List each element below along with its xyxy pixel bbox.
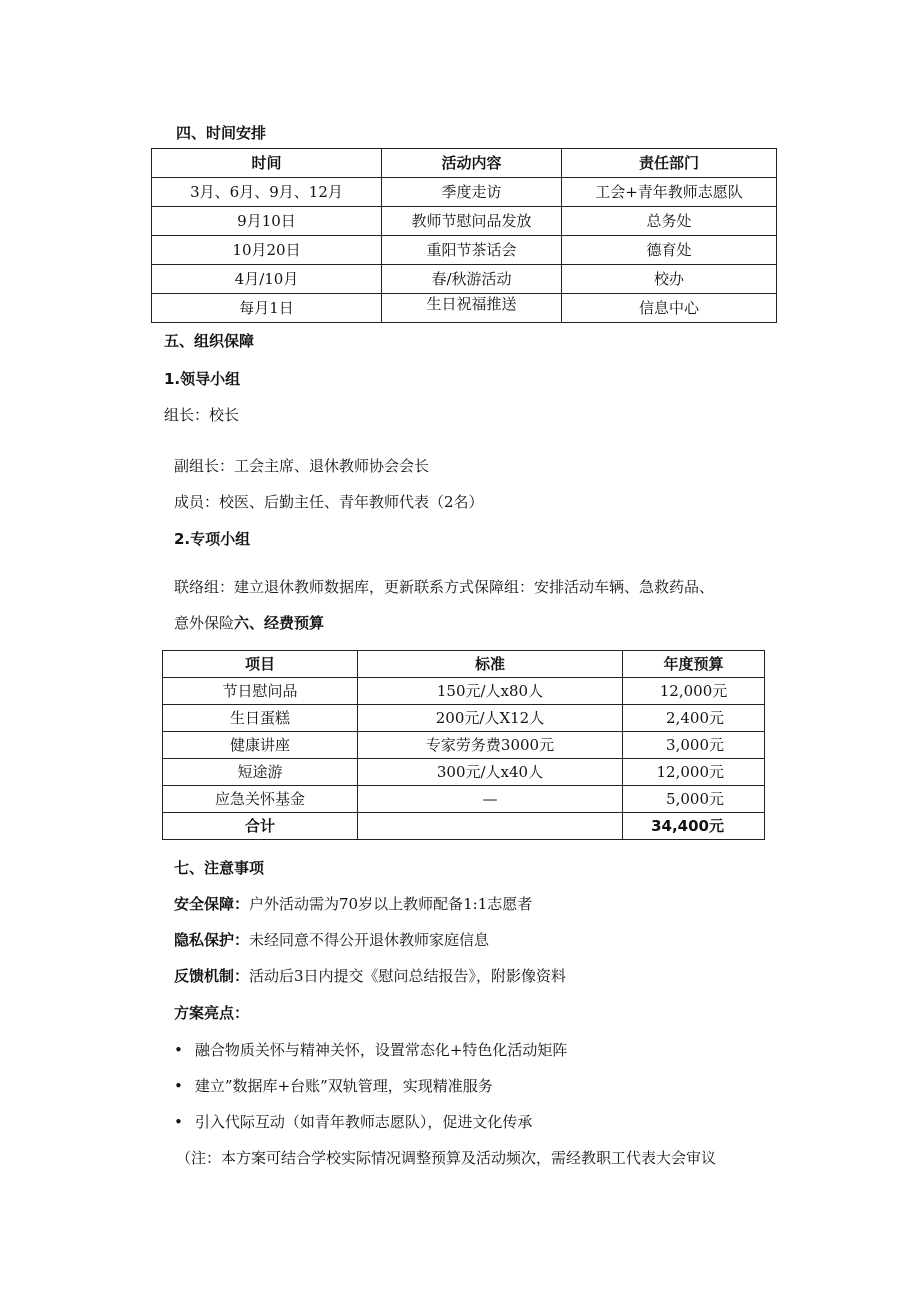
table-cell — [358, 813, 623, 840]
table-cell: 300元/人x40人 — [358, 759, 623, 786]
table-cell: 节日慰问品 — [163, 678, 358, 705]
table-cell: 春/秋游活动 — [382, 265, 562, 294]
table-cell: 生日蛋糕 — [163, 705, 358, 732]
column-header: 活动内容 — [382, 149, 562, 178]
table-cell: 教师节慰问品发放 — [382, 207, 562, 236]
table-row — [152, 236, 777, 265]
note-text: 未经同意不得公开退休教师家庭信息 — [249, 931, 490, 949]
table-cell: 12,000元 — [623, 759, 765, 786]
table-cell: 3,000元 — [623, 732, 765, 759]
note-text: 活动后3日内提交《慰问总结报告》，附影像资料 — [249, 967, 567, 985]
members-line: 成员：校医、后勤主任、青年教师代表（2名） — [174, 493, 484, 511]
note-item — [174, 929, 489, 950]
highlight-text: 建立”数据库+台账”双轨管理，实现精准服务 — [194, 1077, 493, 1095]
table-row — [163, 786, 765, 813]
table-cell: 150元/人x80人 — [358, 678, 623, 705]
leader-line: 组长：校长 — [164, 406, 240, 424]
note-item — [174, 893, 532, 914]
special-group-line-cont — [174, 612, 324, 633]
note-label: 反馈机制： — [174, 967, 250, 985]
table-cell: 每月1日 — [152, 294, 382, 323]
section-title-schedule: 四、时间安排 — [176, 124, 267, 142]
section-title-notes: 七、注意事项 — [174, 859, 265, 877]
section-title-organization: 五、组织保障 — [164, 332, 255, 350]
table-cell: 短途游 — [163, 759, 358, 786]
table-cell: 生日祝福推送 — [382, 294, 562, 323]
column-header: 项目 — [163, 651, 358, 678]
total-value: 34,400元 — [623, 813, 765, 840]
table-row — [152, 265, 777, 294]
table-header-row — [163, 651, 765, 678]
table-row — [163, 705, 765, 732]
table-row — [152, 294, 777, 323]
table-row — [152, 207, 777, 236]
budget-table — [162, 650, 765, 840]
highlight-bullet — [174, 1039, 567, 1060]
section-title-budget: 六、经费预算 — [234, 614, 325, 632]
table-cell: 10月20日 — [152, 236, 382, 265]
table-cell: 校办 — [562, 265, 777, 294]
bullet-icon: • — [174, 1077, 183, 1095]
note-text: 户外活动需为70岁以上教师配备1:1志愿者 — [249, 895, 533, 913]
highlight-bullet — [174, 1075, 493, 1096]
subsection-title-special: 2.专项小组 — [174, 530, 251, 548]
table-cell: 200元/人X12人 — [358, 705, 623, 732]
table-cell: 总务处 — [562, 207, 777, 236]
table-row — [152, 178, 777, 207]
column-header: 年度预算 — [623, 651, 765, 678]
table-cell: 4月/10月 — [152, 265, 382, 294]
table-row — [163, 759, 765, 786]
column-header: 标准 — [358, 651, 623, 678]
column-header: 责任部门 — [562, 149, 777, 178]
table-cell: 2,400元 — [623, 705, 765, 732]
note-label: 隐私保护： — [174, 931, 250, 949]
table-row — [163, 732, 765, 759]
table-cell: 工会+青年教师志愿队 — [562, 178, 777, 207]
note-label: 安全保障： — [174, 895, 250, 913]
table-cell: 5,000元 — [623, 786, 765, 813]
highlights-title: 方案亮点： — [174, 1004, 250, 1022]
table-cell: 12,000元 — [623, 678, 765, 705]
total-label: 合计 — [163, 813, 358, 840]
table-header-row — [152, 149, 777, 178]
deputy-line: 副组长：工会主席、退休教师协会会长 — [174, 457, 430, 475]
special-group-line: 联络组：建立退休教师数据库，更新联系方式保障组：安排活动车辆、急救药品、 — [174, 578, 715, 596]
table-cell: 应急关怀基金 — [163, 786, 358, 813]
highlight-text: 引入代际互动（如青年教师志愿队），促进文化传承 — [194, 1113, 533, 1131]
note-item — [174, 965, 566, 986]
highlight-bullet — [174, 1111, 532, 1132]
table-cell: — — [358, 786, 623, 813]
special-group-text: 意外保险 — [174, 614, 235, 632]
schedule-table — [151, 148, 777, 323]
bullet-icon: • — [174, 1113, 183, 1131]
subsection-title-leadership: 1.领导小组 — [164, 370, 241, 388]
table-cell: 专家劳务费3000元 — [358, 732, 623, 759]
footnote: （注：本方案可结合学校实际情况调整预算及活动频次，需经教职工代表大会审议 — [176, 1149, 717, 1167]
table-cell: 3月、6月、9月、12月 — [152, 178, 382, 207]
table-cell: 健康讲座 — [163, 732, 358, 759]
table-total-row — [163, 813, 765, 840]
table-cell: 信息中心 — [562, 294, 777, 323]
highlight-text: 融合物质关怀与精神关怀，设置常态化+特色化活动矩阵 — [194, 1041, 568, 1059]
bullet-icon: • — [174, 1041, 183, 1059]
table-cell: 德育处 — [562, 236, 777, 265]
table-cell: 9月10日 — [152, 207, 382, 236]
table-row — [163, 678, 765, 705]
table-cell: 重阳节茶话会 — [382, 236, 562, 265]
column-header: 时间 — [152, 149, 382, 178]
table-cell: 季度走访 — [382, 178, 562, 207]
